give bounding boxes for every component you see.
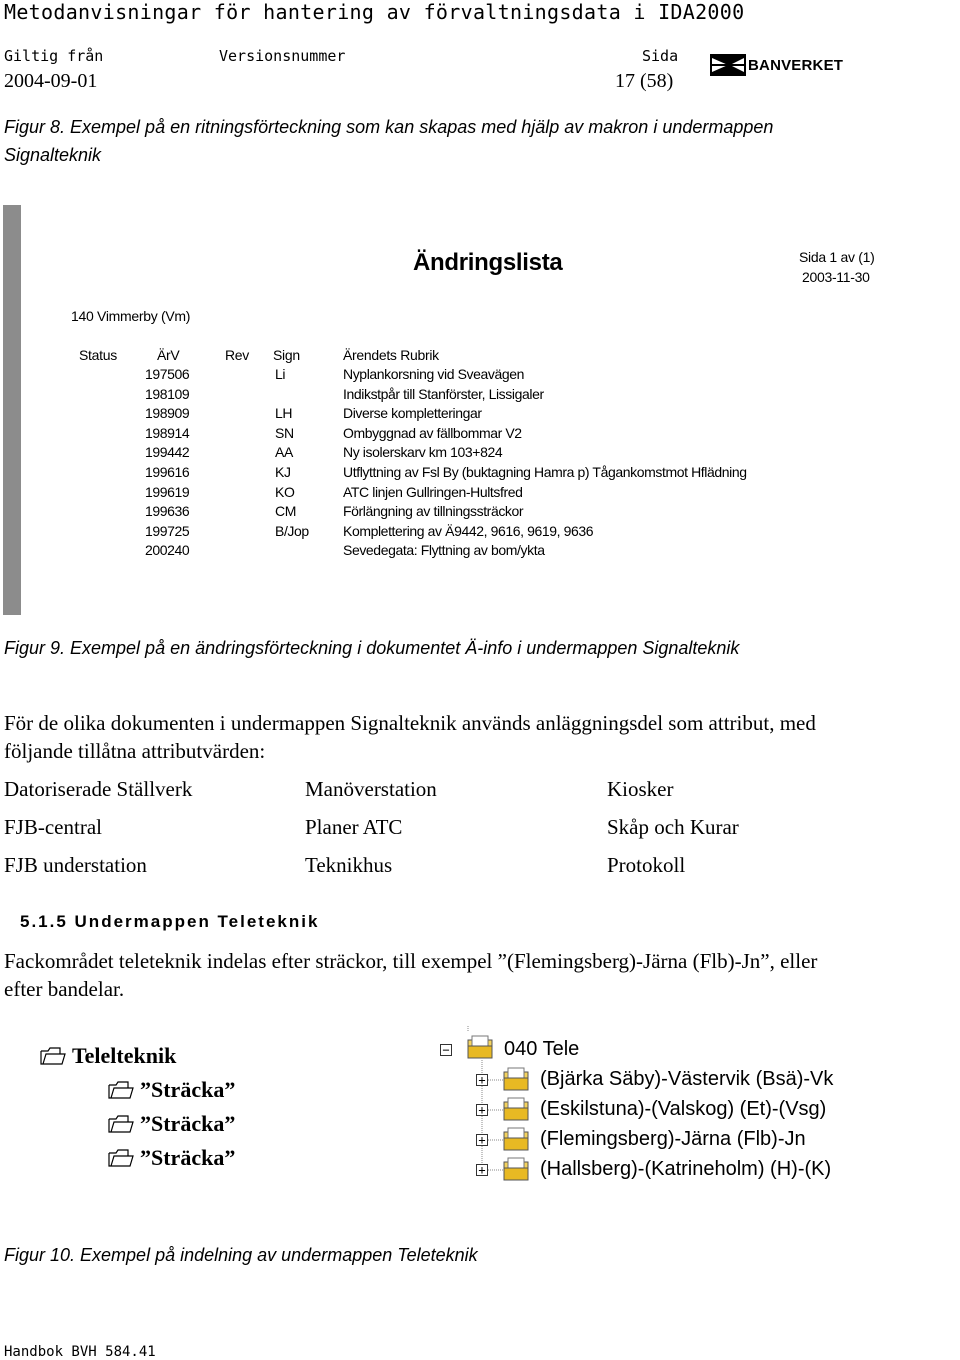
valid-from-value: 2004-09-01	[4, 70, 98, 92]
change-list-page-info: Sida 1 av (1)	[799, 249, 875, 265]
subject-column	[343, 365, 747, 561]
arv-cell: 199619	[145, 483, 190, 500]
col-header-sign: Sign	[273, 347, 300, 363]
subject-cell: Sevedegata: Flyttning av bom/ykta	[343, 542, 545, 559]
col-header-arv: ÄrV	[157, 347, 180, 363]
figure-8-caption-line1: Figur 8. Exempel på en ritningsförteckning som kan skapas med hjälp av makron i undermappen	[4, 117, 774, 137]
subject-cell: Nyplankorsning vid Sveavägen	[343, 366, 525, 382]
subject-cell: Ombyggnad av fällbommar V2	[343, 424, 522, 441]
tree-root-folder[interactable]: 040 Tele	[504, 1038, 580, 1060]
subject-cell: Komplettering av Ä9442, 9616, 9619, 9636	[343, 522, 594, 539]
valid-from-label: Giltig från	[4, 47, 104, 65]
figure-9-caption: Figur 9. Exempel på en ändringsförteckning i dokumentet Ä-info i undermappen Signalteknik	[4, 638, 740, 658]
attribute-value: Teknikhus	[305, 853, 393, 877]
expand-toggle[interactable]: +	[476, 1104, 488, 1116]
folder-icon	[502, 1096, 532, 1124]
sign-cell: KO	[275, 483, 295, 500]
change-list-location: 140 Vimmerby (Vm)	[71, 308, 191, 324]
arv-cell: 199636	[145, 503, 190, 520]
arv-cell: 200240	[145, 542, 190, 559]
sign-column	[275, 365, 309, 561]
tree-child-label: ”Sträcka”	[140, 1077, 236, 1102]
tree-folder-item[interactable]: (Eskilstuna)-(Valskog) (Et)-(Vsg)	[540, 1098, 827, 1120]
change-list-date: 2003-11-30	[802, 269, 870, 285]
page-value: 17 (58)	[615, 70, 674, 92]
sign-cell	[275, 385, 309, 405]
explorer-tree-screenshot	[412, 1026, 900, 1184]
attribute-value: Protokoll	[607, 853, 686, 877]
col-header-rev: Rev	[225, 347, 249, 363]
arv-cell: 198109	[145, 385, 190, 402]
tree-folder-item[interactable]: (Hallsberg)-(Katrineholm) (H)-(K)	[540, 1158, 832, 1180]
tree-child-label: ”Sträcka”	[140, 1111, 236, 1136]
sign-cell: B/Jop	[275, 522, 309, 539]
sign-cell: AA	[275, 444, 293, 461]
folder-icon	[108, 1115, 134, 1133]
tree-root-label: Telelteknik	[72, 1043, 177, 1068]
attribute-value: Skåp och Kurar	[607, 815, 739, 839]
arv-cell: 198914	[145, 424, 190, 441]
sign-cell	[275, 541, 309, 561]
arv-column	[145, 365, 189, 561]
sign-cell: CM	[275, 503, 296, 520]
col-header-status: Status	[79, 347, 117, 363]
folder-icon	[108, 1149, 134, 1167]
attribute-value: FJB understation	[4, 853, 147, 877]
collapse-toggle[interactable]: −	[440, 1044, 452, 1056]
arv-cell: 199616	[145, 463, 190, 480]
paragraph-1-line2: följande tillåtna attributvärden:	[4, 739, 266, 763]
subject-cell: Indikstpår till Stanförster, Lissigaler	[343, 385, 544, 402]
arv-cell: 199442	[145, 444, 190, 461]
logo-text: BANVERKET	[748, 57, 844, 74]
page-label: Sida	[642, 47, 679, 65]
subject-cell: Diverse kompletteringar	[343, 405, 482, 422]
paragraph-2-line2: efter bandelar.	[4, 977, 125, 1001]
paragraph-2-line1: Fackområdet teleteknik indelas efter sträckor, till exempel ”(Flemingsberg)-Järna (Flb)-Jn”, eller	[4, 949, 818, 973]
expand-toggle[interactable]: +	[476, 1074, 488, 1086]
folder-icon	[40, 1047, 66, 1065]
tree-folder-item[interactable]: (Bjärka Säby)-Västervik (Bsä)-Vk	[540, 1068, 834, 1090]
tree-child	[108, 1145, 235, 1171]
attribute-value: Planer ATC	[305, 815, 403, 839]
tree-child	[108, 1111, 235, 1137]
sign-cell: Li	[275, 366, 286, 382]
subject-cell: Utflyttning av Fsl By (buktagning Hamra p) Tågankomstmot Hflädning	[343, 463, 747, 480]
tree-folder-item[interactable]: (Flemingsberg)-Järna (Flb)-Jn	[540, 1128, 806, 1150]
sign-cell: SN	[275, 424, 294, 441]
expand-toggle[interactable]: +	[476, 1134, 488, 1146]
banverket-logo-icon	[710, 54, 746, 76]
sign-cell: LH	[275, 405, 293, 422]
col-header-subject: Ärendets Rubrik	[343, 347, 439, 363]
document-title: Metodanvisningar för hantering av förvaltningsdata i IDA2000	[4, 0, 745, 24]
change-list-image	[3, 205, 958, 615]
section-heading: 5.1.5 Undermappen Teleteknik	[20, 912, 320, 931]
attribute-value: Datoriserade Ställverk	[4, 777, 193, 801]
change-list-title: Ändringslista	[413, 249, 563, 276]
folder-icon	[502, 1066, 532, 1094]
attribute-value: Manöverstation	[305, 777, 437, 801]
subject-cell: ATC linjen Gullringen-Hultsfred	[343, 483, 523, 500]
figure-10-caption: Figur 10. Exempel på indelning av undermappen Teleteknik	[4, 1245, 478, 1265]
sign-cell: KJ	[275, 463, 291, 480]
tree-child-label: ”Sträcka”	[140, 1145, 236, 1170]
folder-open-icon	[466, 1034, 496, 1062]
arv-cell: 197506	[145, 366, 190, 382]
arv-cell: 198909	[145, 405, 190, 422]
tree-root	[40, 1043, 176, 1069]
arv-cell: 199725	[145, 522, 190, 539]
expand-toggle[interactable]: +	[476, 1164, 488, 1176]
folder-icon	[502, 1126, 532, 1154]
version-label: Versionsnummer	[219, 47, 346, 65]
paragraph-1-line1: För de olika dokumenten i undermappen Signalteknik används anläggningsdel som attribut, med	[4, 711, 816, 735]
folder-icon	[502, 1156, 532, 1184]
folder-icon	[108, 1081, 134, 1099]
subject-cell: Ny isolerskarv km 103+824	[343, 444, 503, 461]
figure-8-caption-line2: Signalteknik	[4, 145, 102, 165]
attribute-value: Kiosker	[607, 777, 674, 801]
attribute-value: FJB-central	[4, 815, 102, 839]
tree-child	[108, 1077, 235, 1103]
scan-border	[3, 205, 21, 615]
subject-cell: Förlängning av tillningssträckor	[343, 503, 524, 520]
footer-text: Handbok BVH 584.41	[4, 1344, 156, 1360]
